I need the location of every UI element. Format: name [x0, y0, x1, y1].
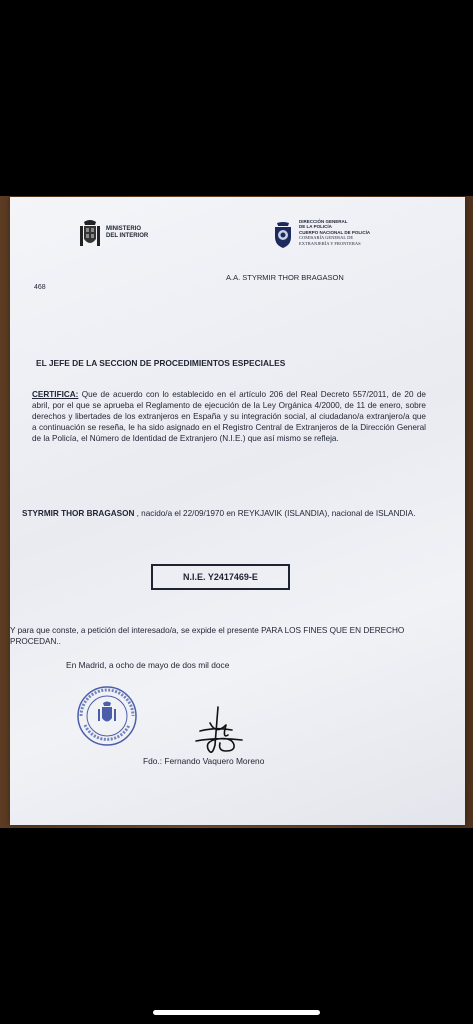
- ministry-name: [106, 226, 148, 240]
- certificate-document: [10, 197, 465, 825]
- police-line-3: CUERPO NACIONAL DE POLICÍA: [299, 229, 371, 235]
- nie-box: [151, 564, 290, 590]
- ministry-line-1: MINISTERIO: [106, 226, 142, 232]
- closing-paragraph: Y para que conste, a petición del interesado/a, se expide el presente PARA LOS FINES QUE EN DERECHO PROCEDAN..: [10, 626, 405, 646]
- police-line-5: EXTRANJERÍA Y FRONTERAS: [299, 240, 361, 246]
- nie-number: N.I.E. Y2417469-E: [183, 572, 258, 582]
- spanish-crest-icon: [78, 219, 102, 251]
- police-line-1: DIRECCIÓN GENERAL: [299, 219, 348, 224]
- place-date: En Madrid, a ocho de mayo de dos mil doce: [66, 660, 230, 670]
- police-line-2: DE LA POLICÍA: [299, 224, 332, 230]
- certifica-paragraph: [32, 389, 426, 444]
- police-directorate: [299, 219, 394, 246]
- official-stamp: [76, 685, 138, 747]
- person-details: , nacido/a el 22/09/1970 en REYKJAVIK (ISLANDIA), nacional de ISLANDIA.: [134, 509, 416, 518]
- signer-name: Fdo.: Fernando Vaquero Moreno: [143, 756, 265, 766]
- certifica-label: CERTIFICA:: [32, 390, 79, 399]
- police-badge-icon: [272, 221, 294, 249]
- recipient: A.A. STYRMIR THOR BRAGASON: [226, 273, 344, 282]
- handwritten-signature: [188, 705, 248, 761]
- person-paragraph: [22, 508, 424, 519]
- ministry-line-2: DEL INTERIOR: [106, 233, 149, 239]
- document-heading: EL JEFE DE LA SECCION DE PROCEDIMIENTOS ESPECIALES: [36, 358, 286, 368]
- reference-number: 468: [34, 284, 46, 291]
- certifica-text: Que de acuerdo con lo establecido en el artículo 206 del Real Decreto 557/2011, de 20 de abril, por el que se aprueba el Reglamento de ejecución de la Ley Orgánica 4/2000, de 11 de enero, sobre derechos y libertades de los extranjeros en España y su integración social, al ciudadano/a extranjero/a que a continuación se reseña, le ha sido asignado en el Registro Central de Extranjeros de la Dirección General de la Policía, el Número de Identidad de Extranjero (N.I.E.) que así mismo se refleja.: [32, 390, 426, 443]
- home-indicator[interactable]: [153, 1010, 320, 1015]
- person-name: STYRMIR THOR BRAGASON: [22, 509, 135, 518]
- police-line-4: COMISARÍA GENERAL DE: [299, 235, 354, 241]
